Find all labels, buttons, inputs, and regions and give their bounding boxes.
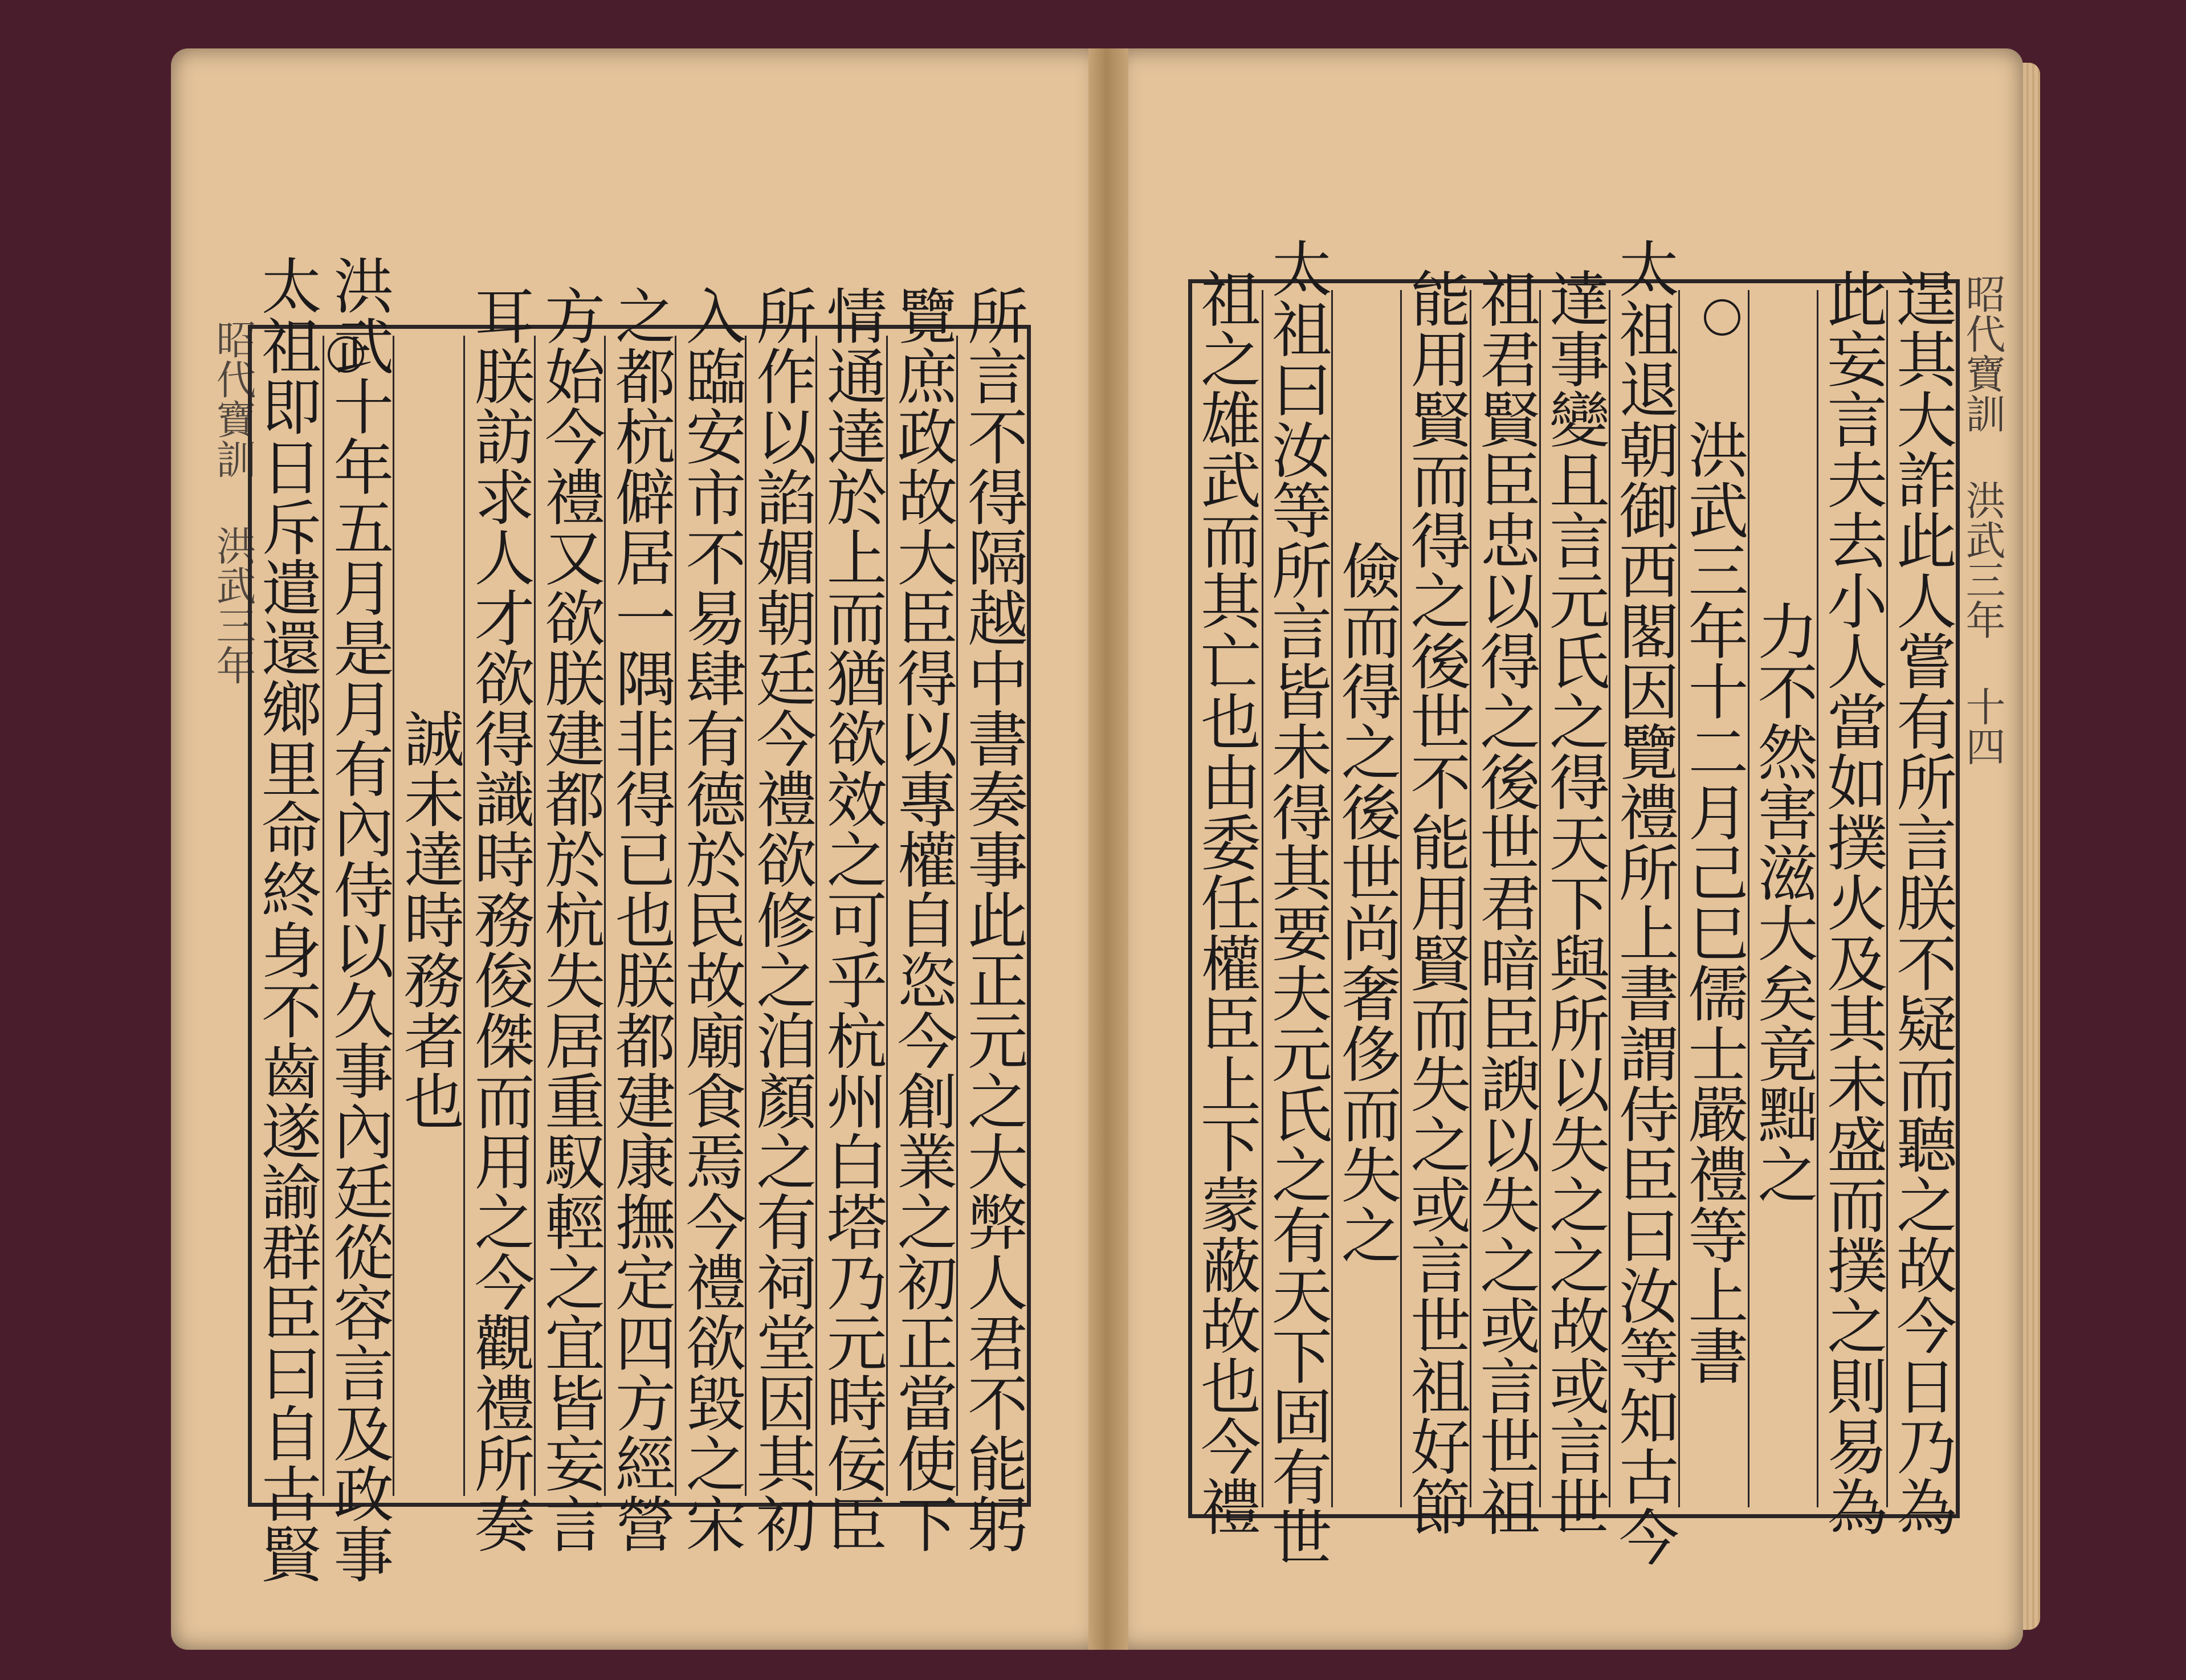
section-marker-icon xyxy=(328,336,364,373)
text-column xyxy=(604,285,676,1553)
column-text: 耳朕訪求人才欲得識時務俊傑而用之今觀禮所奏 xyxy=(464,285,535,1553)
column-text: 覽庶政故大臣得以專權自恣今創業之初正當使下 xyxy=(887,285,958,1553)
column-text: 達事變且言元氏之得天下與所以失之之故或言世 xyxy=(1539,268,1610,1536)
text-column xyxy=(1817,268,1888,1536)
text-column xyxy=(534,285,606,1553)
text-column xyxy=(745,285,817,1553)
text-column xyxy=(815,285,888,1553)
column-text: 祖君賢臣忠以得之後世君暗臣諛以失之或言世祖 xyxy=(1470,268,1541,1536)
column-text: 此妄言夫去小人當如撲火及其未盛而撲之則易為 xyxy=(1817,268,1888,1536)
text-column xyxy=(1539,268,1610,1536)
book-gutter xyxy=(1088,48,1128,1650)
text-column xyxy=(1470,268,1541,1536)
right-text-frame xyxy=(1188,238,1960,1567)
column-text: 逞其大詐此人嘗有所言朕不疑而聽之故今日乃為 xyxy=(1886,268,1957,1536)
right-folio: 昭代寶訓 洪武三年 十四 xyxy=(1959,274,2006,766)
left-text-frame xyxy=(248,255,1031,1584)
column-text: 入臨安市不易肆有德於民故廟食焉今禮欲毀之宋 xyxy=(676,285,747,1553)
section-marker-icon xyxy=(1704,299,1740,336)
text-column xyxy=(886,285,959,1553)
column-text: 所言不得隔越中書奏事此正元之大弊人君不能躬 xyxy=(957,285,1028,1553)
column-text: 洪武十年五月是月有內侍以久事內廷從容言及政事 xyxy=(324,255,394,1584)
text-column xyxy=(1678,290,1749,1507)
text-column xyxy=(393,336,465,1496)
left-margin-title: 昭代寶訓 洪武三年 xyxy=(210,319,256,685)
column-text: 儉而得之後世尚奢侈而失之 xyxy=(1331,540,1402,1265)
column-text: 洪武三年十二月己巳儒士嚴禮等上書 xyxy=(1678,419,1749,1385)
text-column xyxy=(1400,268,1471,1536)
text-column xyxy=(1190,268,1262,1536)
column-text: 祖之雄武而其亡也由委任權臣上下蒙蔽故也今禮 xyxy=(1190,268,1261,1536)
text-column xyxy=(1748,290,1819,1507)
column-text: 太祖曰汝等所言皆未得其要夫元氏之有天下固有世 xyxy=(1262,238,1332,1567)
column-text: 誠未達時務者也 xyxy=(394,708,464,1131)
text-column xyxy=(1886,268,1957,1536)
text-column xyxy=(323,255,395,1584)
column-text: 方始今禮又欲朕建都於杭失居重馭輕之宜皆妄言 xyxy=(535,285,606,1553)
text-column xyxy=(1262,238,1333,1567)
column-text: 能用賢而得之後世不能用賢而失之或言世祖好節 xyxy=(1401,268,1471,1536)
column-text: 情通達於上而猶欲效之可乎杭州白塔乃元時佞臣 xyxy=(817,285,887,1553)
column-text: 所作以諂媚朝廷今禮欲修之洎顏之有祠堂因其初 xyxy=(747,285,817,1553)
text-column xyxy=(675,285,747,1553)
text-column xyxy=(251,255,323,1584)
column-text: 力不然害滋大矣竟黜之 xyxy=(1748,600,1818,1204)
text-column xyxy=(956,285,1029,1553)
text-column xyxy=(1609,238,1680,1567)
text-column xyxy=(1331,290,1402,1507)
column-text: 之都杭僻居一隅非得已也朕都建康撫定四方經營 xyxy=(605,285,676,1553)
column-text: 太祖即日斥遣還鄉里命終身不齒遂諭群臣曰自古賢 xyxy=(251,255,322,1584)
column-text: 太祖退朝御西閣因覽禮所上書謂侍臣曰汝等知古今 xyxy=(1609,238,1679,1567)
text-column xyxy=(463,285,536,1553)
